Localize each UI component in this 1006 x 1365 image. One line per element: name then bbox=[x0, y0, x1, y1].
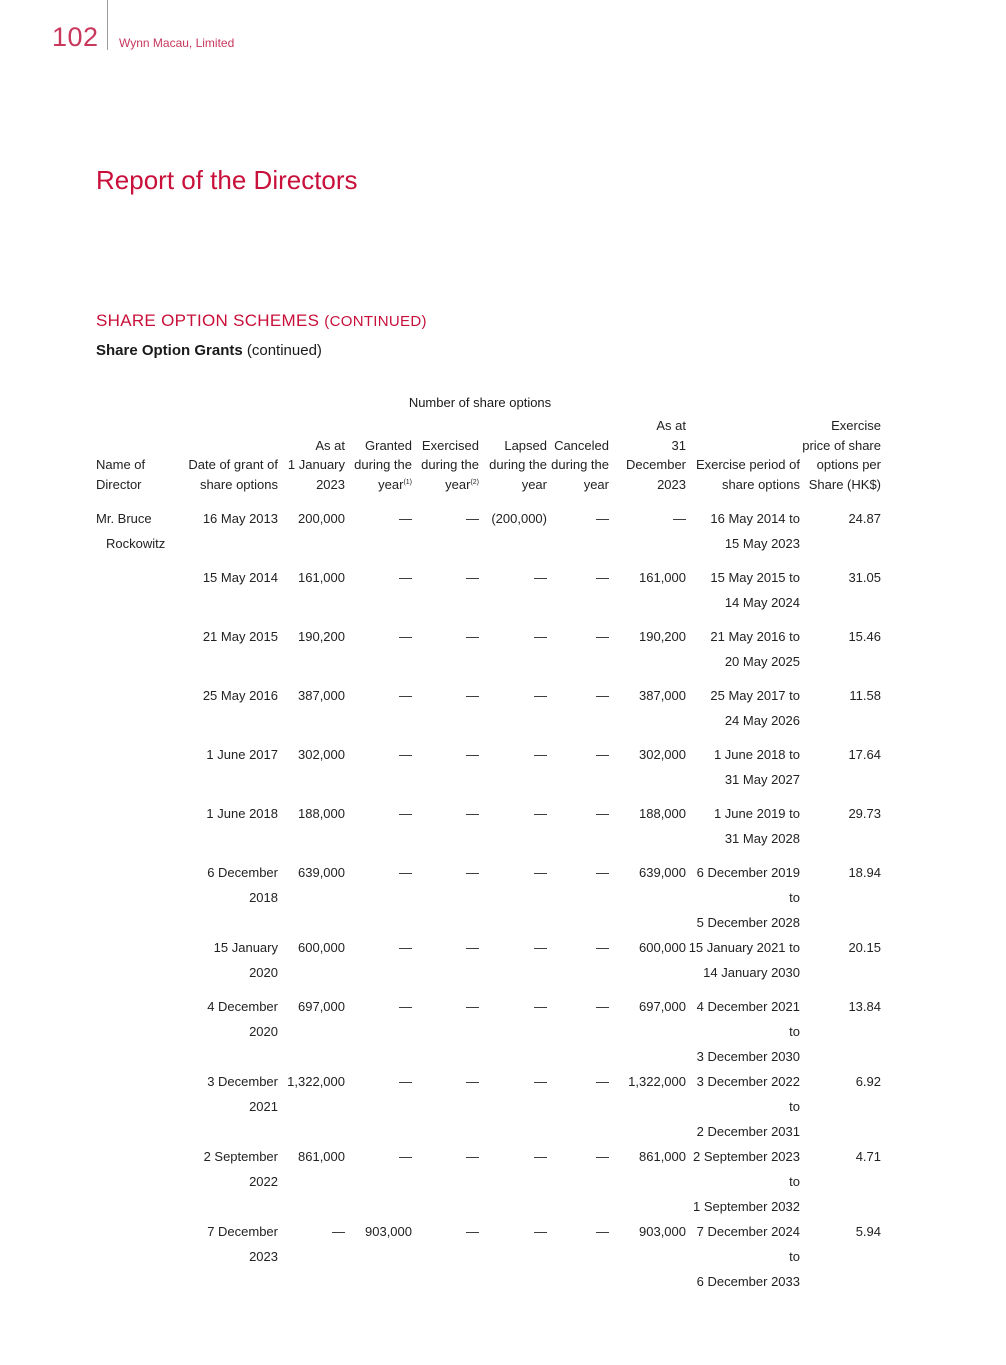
as-at-start-value: 639,000 bbox=[298, 865, 345, 880]
header-line: year$^{(2)}$ bbox=[445, 476, 479, 492]
col-header-exercise-price bbox=[800, 416, 881, 506]
period-from: 7 December 2024 to bbox=[696, 1224, 800, 1264]
as-at-end-value: — bbox=[673, 511, 686, 526]
header-line: Exercise period of bbox=[695, 457, 800, 472]
period-to: 5 December 2028 bbox=[696, 915, 800, 930]
exercised-value: — bbox=[466, 940, 479, 955]
section-title-text: SHARE OPTION SCHEMES bbox=[96, 311, 320, 330]
as-at-start-value: 161,000 bbox=[298, 570, 345, 585]
as-at-end-value: 161,000 bbox=[639, 570, 686, 585]
granted-value: — bbox=[399, 511, 412, 526]
table-body bbox=[96, 506, 881, 1294]
director-name-line: Mr. Bruce bbox=[96, 511, 152, 526]
exercise-period bbox=[686, 683, 800, 742]
table-row bbox=[96, 1069, 881, 1144]
director-name-empty bbox=[96, 801, 186, 860]
period-to: 15 May 2023 bbox=[724, 536, 800, 551]
canceled-value: — bbox=[596, 865, 609, 880]
col-header-as-at-end bbox=[609, 416, 686, 506]
header-line: during the bbox=[421, 457, 479, 472]
period-from: 25 May 2017 to bbox=[710, 688, 800, 703]
exercise-period bbox=[686, 1144, 800, 1219]
grant-date: 2 September 2022 bbox=[203, 1149, 278, 1189]
as-at-start-value: 697,000 bbox=[298, 999, 345, 1014]
director-name-empty bbox=[96, 994, 186, 1069]
period-from: 1 June 2018 to bbox=[713, 747, 800, 762]
grant-date: 15 January 2020 bbox=[213, 940, 278, 980]
as-at-start-value: 861,000 bbox=[298, 1149, 345, 1164]
granted-value: — bbox=[399, 688, 412, 703]
exercise-period bbox=[686, 1069, 800, 1144]
header-line: 31 December bbox=[626, 437, 686, 472]
as-at-end-value: 387,000 bbox=[639, 688, 686, 703]
period-to: 24 May 2026 bbox=[724, 713, 800, 728]
lapsed-value: (200,000) bbox=[491, 511, 547, 526]
lapsed-value: — bbox=[534, 747, 547, 762]
header-line: Exercise bbox=[831, 418, 881, 433]
as-at-end-value: 188,000 bbox=[639, 806, 686, 821]
as-at-end-value: 861,000 bbox=[639, 1149, 686, 1164]
exercise-period bbox=[686, 1219, 800, 1294]
grant-date: 25 May 2016 bbox=[202, 688, 278, 703]
as-at-start-value: 302,000 bbox=[298, 747, 345, 762]
period-to: 14 January 2030 bbox=[703, 965, 800, 980]
period-from: 6 December 2019 to bbox=[696, 865, 800, 905]
granted-value: — bbox=[399, 865, 412, 880]
table-row bbox=[96, 1144, 881, 1219]
granted-value: — bbox=[399, 629, 412, 644]
period-from: 21 May 2016 to bbox=[710, 629, 800, 644]
header-line: during the bbox=[489, 457, 547, 472]
canceled-value: — bbox=[596, 629, 609, 644]
granted-value: — bbox=[399, 940, 412, 955]
header-line: share options bbox=[199, 476, 278, 492]
col-header-granted bbox=[345, 416, 412, 506]
header-line: share options bbox=[721, 476, 800, 492]
col-header-name bbox=[96, 416, 186, 506]
as-at-start-value: 188,000 bbox=[298, 806, 345, 821]
col-header-grant-date bbox=[186, 416, 278, 506]
header-line: during the bbox=[551, 457, 609, 472]
director-name bbox=[96, 506, 186, 565]
exercise-price: 31.05 bbox=[848, 570, 881, 585]
exercised-value: — bbox=[466, 570, 479, 585]
as-at-end-value: 639,000 bbox=[639, 865, 686, 880]
header-line: Canceled bbox=[554, 437, 609, 453]
col-header-exercised bbox=[412, 416, 479, 506]
exercise-price: 13.84 bbox=[848, 999, 881, 1014]
lapsed-value: — bbox=[534, 1224, 547, 1239]
grant-date: 15 May 2014 bbox=[202, 570, 278, 585]
grant-date: 16 May 2013 bbox=[202, 511, 278, 526]
exercised-value: — bbox=[466, 1074, 479, 1089]
exercise-price: 11.58 bbox=[849, 688, 881, 703]
header-line: year bbox=[521, 476, 547, 492]
period-from: 16 May 2014 to bbox=[710, 511, 800, 526]
grant-date: 1 June 2017 bbox=[206, 747, 278, 762]
col-header-canceled bbox=[547, 416, 609, 506]
subsection-title bbox=[96, 342, 322, 359]
exercise-price: 4.71 bbox=[855, 1149, 881, 1164]
as-at-end-value: 1,322,000 bbox=[628, 1074, 686, 1089]
granted-value: — bbox=[399, 806, 412, 821]
as-at-start-value: 190,200 bbox=[298, 629, 345, 644]
table-row bbox=[96, 935, 881, 994]
period-from: 1 June 2019 to bbox=[713, 806, 800, 821]
exercised-value: — bbox=[466, 747, 479, 762]
exercise-price: 6.92 bbox=[855, 1074, 881, 1089]
header-line: options per bbox=[816, 457, 881, 472]
grant-date: 21 May 2015 bbox=[202, 629, 278, 644]
lapsed-value: — bbox=[534, 629, 547, 644]
exercise-price: 15.46 bbox=[848, 629, 881, 644]
exercise-price: 18.94 bbox=[848, 865, 881, 880]
exercise-price: 17.64 bbox=[848, 747, 881, 762]
canceled-value: — bbox=[596, 1149, 609, 1164]
subsection-title-text: Share Option Grants bbox=[96, 342, 243, 359]
granted-value: — bbox=[399, 747, 412, 762]
canceled-value: — bbox=[596, 806, 609, 821]
as-at-start-value: 1,322,000 bbox=[287, 1074, 345, 1089]
table-row bbox=[96, 624, 881, 683]
granted-value: — bbox=[399, 999, 412, 1014]
lapsed-value: — bbox=[534, 865, 547, 880]
exercised-value: — bbox=[466, 511, 479, 526]
period-from: 15 January 2021 to bbox=[688, 940, 800, 955]
canceled-value: — bbox=[596, 999, 609, 1014]
header-line: 2023 bbox=[316, 476, 345, 492]
as-at-end-value: 600,000 bbox=[639, 940, 686, 955]
table-row bbox=[96, 994, 881, 1069]
table-row bbox=[96, 565, 881, 624]
canceled-value: — bbox=[596, 1074, 609, 1089]
header-line: Granted bbox=[365, 437, 412, 453]
period-from: 2 September 2023 to bbox=[693, 1149, 800, 1189]
exercise-period bbox=[686, 860, 800, 935]
director-name-empty bbox=[96, 935, 186, 994]
table-header-row bbox=[96, 416, 881, 506]
table-row bbox=[96, 1219, 881, 1294]
subsection-title-suffix: (continued) bbox=[246, 342, 322, 359]
header-line: As at bbox=[656, 418, 686, 433]
director-name-empty bbox=[96, 683, 186, 742]
header-line: Name of Director bbox=[96, 457, 146, 492]
exercise-period bbox=[686, 994, 800, 1069]
lapsed-value: — bbox=[534, 999, 547, 1014]
exercised-value: — bbox=[466, 629, 479, 644]
table-row bbox=[96, 860, 881, 935]
section-title bbox=[96, 311, 427, 331]
header-line: Share (HK$) bbox=[808, 476, 881, 492]
canceled-value: — bbox=[596, 940, 609, 955]
as-at-end-value: 697,000 bbox=[639, 999, 686, 1014]
exercise-period bbox=[686, 935, 800, 994]
director-name-empty bbox=[96, 1219, 186, 1294]
canceled-value: — bbox=[596, 570, 609, 585]
director-name-empty bbox=[96, 565, 186, 624]
exercise-price: 24.87 bbox=[848, 511, 881, 526]
table-row bbox=[96, 801, 881, 860]
header-line: 1 January bbox=[287, 457, 345, 472]
exercise-period bbox=[686, 801, 800, 860]
period-from: 3 December 2022 to bbox=[696, 1074, 800, 1114]
exercise-period bbox=[686, 742, 800, 801]
as-at-start-value: 200,000 bbox=[298, 511, 345, 526]
period-from: 15 May 2015 to bbox=[710, 570, 800, 585]
period-to: 1 September 2032 bbox=[693, 1199, 800, 1214]
exercised-value: — bbox=[466, 688, 479, 703]
granted-value: — bbox=[399, 1074, 412, 1089]
grant-date: 4 December 2020 bbox=[207, 999, 278, 1039]
table-row bbox=[96, 742, 881, 801]
exercised-value: — bbox=[466, 1224, 479, 1239]
granted-value: 903,000 bbox=[365, 1224, 412, 1239]
company-name: Wynn Macau, Limited bbox=[119, 36, 235, 50]
granted-value: — bbox=[399, 1149, 412, 1164]
exercise-price: 5.94 bbox=[855, 1224, 881, 1239]
as-at-end-value: 903,000 bbox=[639, 1224, 686, 1239]
exercise-period bbox=[686, 624, 800, 683]
canceled-value: — bbox=[596, 688, 609, 703]
header-line: year$^{(1)}$ bbox=[378, 476, 412, 492]
period-to: 2 December 2031 bbox=[696, 1124, 800, 1139]
exercised-value: — bbox=[466, 999, 479, 1014]
director-name-empty bbox=[96, 1069, 186, 1144]
grant-date: 6 December 2018 bbox=[207, 865, 278, 905]
period-to: 20 May 2025 bbox=[724, 654, 800, 669]
lapsed-value: — bbox=[534, 570, 547, 585]
exercise-period bbox=[686, 506, 800, 565]
period-to: 31 May 2028 bbox=[724, 831, 800, 846]
period-to: 6 December 2033 bbox=[696, 1274, 800, 1289]
header-line: As at bbox=[315, 437, 345, 453]
as-at-end-value: 302,000 bbox=[639, 747, 686, 762]
canceled-value: — bbox=[596, 1224, 609, 1239]
exercised-value: — bbox=[466, 865, 479, 880]
director-name-empty bbox=[96, 742, 186, 801]
header-divider bbox=[107, 0, 108, 50]
share-option-grants-table bbox=[96, 416, 881, 1294]
header-line: Date of grant of bbox=[188, 457, 278, 472]
table-row bbox=[96, 683, 881, 742]
lapsed-value: — bbox=[534, 1149, 547, 1164]
grant-date: 3 December 2021 bbox=[207, 1074, 278, 1114]
granted-value: — bbox=[399, 570, 412, 585]
footnote-1: (1) bbox=[403, 478, 412, 486]
exercised-value: — bbox=[466, 1149, 479, 1164]
page-number: 102 bbox=[52, 22, 99, 52]
exercised-value: — bbox=[466, 806, 479, 821]
grant-date: 1 June 2018 bbox=[206, 806, 278, 821]
period-to: 31 May 2027 bbox=[724, 772, 800, 787]
header-line: year bbox=[583, 476, 609, 492]
canceled-value: — bbox=[596, 511, 609, 526]
col-header-lapsed bbox=[479, 416, 547, 506]
exercise-price: 29.73 bbox=[848, 806, 881, 821]
exercise-price: 20.15 bbox=[848, 940, 881, 955]
as-at-start-value: 600,000 bbox=[298, 940, 345, 955]
director-name-empty bbox=[96, 1144, 186, 1219]
canceled-value: — bbox=[596, 747, 609, 762]
period-to: 3 December 2030 bbox=[696, 1049, 800, 1064]
header-line: Lapsed bbox=[504, 437, 547, 453]
col-header-exercise-period bbox=[686, 416, 800, 506]
header-line: during the bbox=[354, 457, 412, 472]
col-header-as-at-start bbox=[278, 416, 345, 506]
header-line: Exercised bbox=[421, 437, 479, 453]
period-from: 4 December 2021 to bbox=[696, 999, 800, 1039]
group-header: Number of share options bbox=[408, 395, 552, 410]
director-name-line: Rockowitz bbox=[106, 536, 166, 551]
header-line: 2023 bbox=[657, 476, 686, 492]
table-row bbox=[96, 506, 881, 565]
exercise-period bbox=[686, 565, 800, 624]
director-name-empty bbox=[96, 624, 186, 683]
footnote-2: (2) bbox=[470, 478, 479, 486]
lapsed-value: — bbox=[534, 688, 547, 703]
grant-date: 7 December 2023 bbox=[207, 1224, 278, 1264]
as-at-end-value: 190,200 bbox=[639, 629, 686, 644]
as-at-start-value: 387,000 bbox=[298, 688, 345, 703]
lapsed-value: — bbox=[534, 1074, 547, 1089]
director-name-empty bbox=[96, 860, 186, 935]
section-title-suffix: (CONTINUED) bbox=[324, 313, 427, 330]
lapsed-value: — bbox=[534, 940, 547, 955]
period-to: 14 May 2024 bbox=[724, 595, 800, 610]
report-title: Report of the Directors bbox=[96, 165, 358, 195]
header-line: price of share bbox=[802, 437, 881, 453]
lapsed-value: — bbox=[534, 806, 547, 821]
as-at-start-value: — bbox=[332, 1224, 345, 1239]
